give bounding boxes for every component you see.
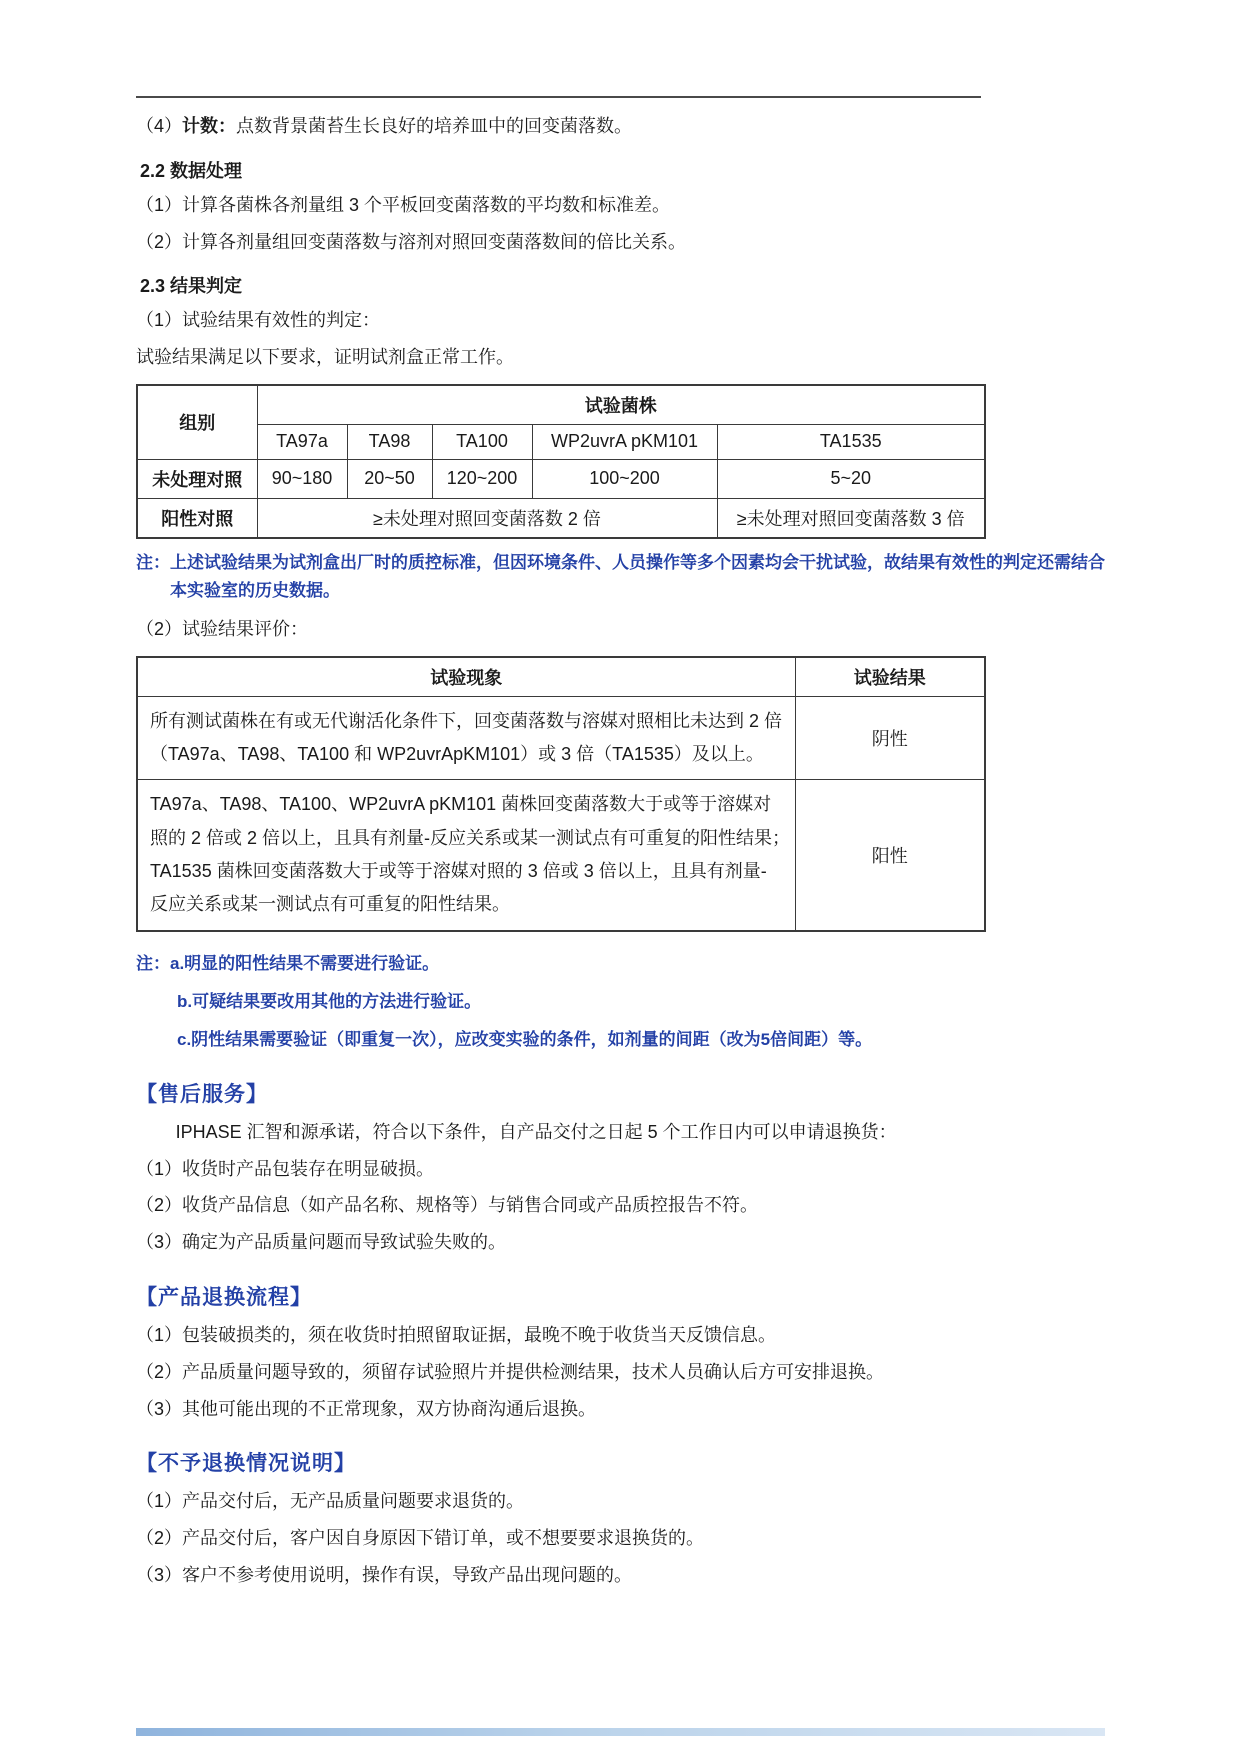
positive-result-row — [137, 780, 985, 931]
item-label: 计数： — [182, 116, 237, 136]
th-result: 试验结果 — [795, 657, 985, 697]
validity-table-strain-row — [137, 424, 985, 459]
untreated-value-wp2uvra: 100~200 — [532, 459, 717, 498]
untreated-value-ta100: 120~200 — [432, 459, 532, 498]
negative-result-row — [137, 696, 985, 780]
result-evaluation-item: （2）试验结果评价： — [136, 619, 309, 640]
validity-table-header-row — [137, 385, 985, 425]
after-sales-intro: IPHASE 汇智和源承诺，符合以下条件，自产品交付之日起 5 个工作日内可以申请退换货： — [175, 1121, 897, 1142]
validity-table-note — [136, 549, 1105, 605]
return-process-item-3: （3）其他可能出现的不正常现象，双方协商沟通后退换。 — [136, 1398, 597, 1419]
item-number: （4） — [136, 116, 183, 136]
strain-ta98: TA98 — [347, 424, 432, 459]
no-return-item-1: （1）产品交付后，无产品质量问题要求退货的。 — [136, 1491, 525, 1512]
data-processing-item-1: （1）计算各菌株各剂量组 3 个平板回变菌落数的平均数和标准差。 — [136, 194, 671, 215]
negative-result: 阴性 — [795, 696, 985, 780]
strain-ta1535: TA1535 — [717, 424, 985, 459]
return-process-item-1: （1）包装破损类的，须在收货时拍照留取证据，最晚不晚于收货当天反馈信息。 — [136, 1324, 777, 1345]
evaluation-note-a — [136, 950, 1105, 978]
paragraph-counting-step — [136, 112, 1105, 141]
th-group: 组别 — [137, 385, 257, 460]
note-label: 注： — [136, 552, 170, 572]
data-processing-item-2: （2）计算各剂量组回变菌落数与溶剂对照回变菌落数间的倍比关系。 — [136, 231, 687, 252]
validity-judgement-note: 试验结果满足以下要求，证明试剂盒正常工作。 — [136, 347, 514, 368]
positive-control-label: 阳性对照 — [137, 498, 257, 538]
no-return-item-3: （3）客户不参考使用说明，操作有误，导致产品出现问题的。 — [136, 1564, 633, 1585]
positive-phenomenon: TA97a、TA98、TA100、WP2uvrA pKM101 菌株回变菌落数大于或等于溶媒对照的 2 倍或 2 倍以上，且具有剂量-反应关系或某一测试点有可重复的阳性结果； TA1535 菌株回变菌落数大于或等于溶媒对照的 3 倍或 3 倍以上，且具有剂量-反应关系或某一测试点有可重复的阳性结果。 — [137, 780, 795, 931]
validity-judgement-item: （1）试验结果有效性的判定： — [136, 310, 381, 331]
note-a-text: a.明显的阳性结果不需要进行验证。 — [170, 953, 440, 973]
positive-value-main: ≥未处理对照回变菌落数 2 倍 — [257, 498, 717, 538]
item-text: 点数背景菌苔生长良好的培养皿中的回变菌落数。 — [236, 116, 633, 136]
validity-table — [136, 384, 986, 539]
untreated-value-ta1535: 5~20 — [717, 459, 985, 498]
note-text: 上述试验结果为试剂盒出厂时的质控标准，但因环境条件、人员操作等多个因素均会干扰试验，故结果有效性的判定还需结合本实验室的历史数据。 — [170, 552, 1105, 601]
header-divider — [136, 96, 981, 98]
untreated-value-ta97a: 90~180 — [257, 459, 347, 498]
negative-phenomenon: 所有测试菌株在有或无代谢活化条件下，回变菌落数与溶媒对照相比未达到 2 倍（TA97a、TA98、TA100 和 WP2uvrApKM101）或 3 倍（TA1535）及以上。 — [137, 696, 795, 780]
positive-result: 阳性 — [795, 780, 985, 931]
strain-ta100: TA100 — [432, 424, 532, 459]
positive-control-row — [137, 498, 985, 538]
th-test-strains: 试验菌株 — [257, 385, 985, 425]
untreated-control-row — [137, 459, 985, 498]
heading-return-process: 【产品退换流程】 — [136, 1285, 312, 1309]
evaluation-note-c: c.阴性结果需要验证（即重复一次），应改变实验的条件，如剂量的间距（改为5倍间距）等。 — [177, 1029, 873, 1049]
return-process-item-2: （2）产品质量问题导致的，须留存试验照片并提供检测结果，技术人员确认后方可安排退换。 — [136, 1361, 885, 1382]
no-return-item-2: （2）产品交付后，客户因自身原因下错订单，或不想要要求退换货的。 — [136, 1528, 705, 1549]
heading-data-processing: 2.2 数据处理 — [140, 160, 243, 181]
evaluation-note-b: b.可疑结果要改用其他的方法进行验证。 — [177, 991, 482, 1011]
footer-accent-bar — [136, 1728, 1105, 1736]
heading-after-sales-service: 【售后服务】 — [136, 1082, 268, 1106]
untreated-value-ta98: 20~50 — [347, 459, 432, 498]
strain-wp2uvra: WP2uvrA pKM101 — [532, 424, 717, 459]
evaluation-table-header-row — [137, 657, 985, 697]
after-sales-item-1: （1）收货时产品包装存在明显破损。 — [136, 1158, 435, 1179]
heading-result-judgement: 2.3 结果判定 — [140, 276, 243, 297]
untreated-control-label: 未处理对照 — [137, 459, 257, 498]
evaluation-table — [136, 656, 986, 932]
positive-value-ta1535: ≥未处理对照回变菌落数 3 倍 — [717, 498, 985, 538]
strain-ta97a: TA97a — [257, 424, 347, 459]
after-sales-item-2: （2）收货产品信息（如产品名称、规格等）与销售合同或产品质控报告不符。 — [136, 1195, 759, 1216]
after-sales-item-3: （3）确定为产品质量问题而导致试验失败的。 — [136, 1232, 507, 1253]
heading-no-return-cases: 【不予退换情况说明】 — [136, 1452, 356, 1476]
th-phenomenon: 试验现象 — [137, 657, 795, 697]
note-label: 注： — [136, 953, 170, 973]
